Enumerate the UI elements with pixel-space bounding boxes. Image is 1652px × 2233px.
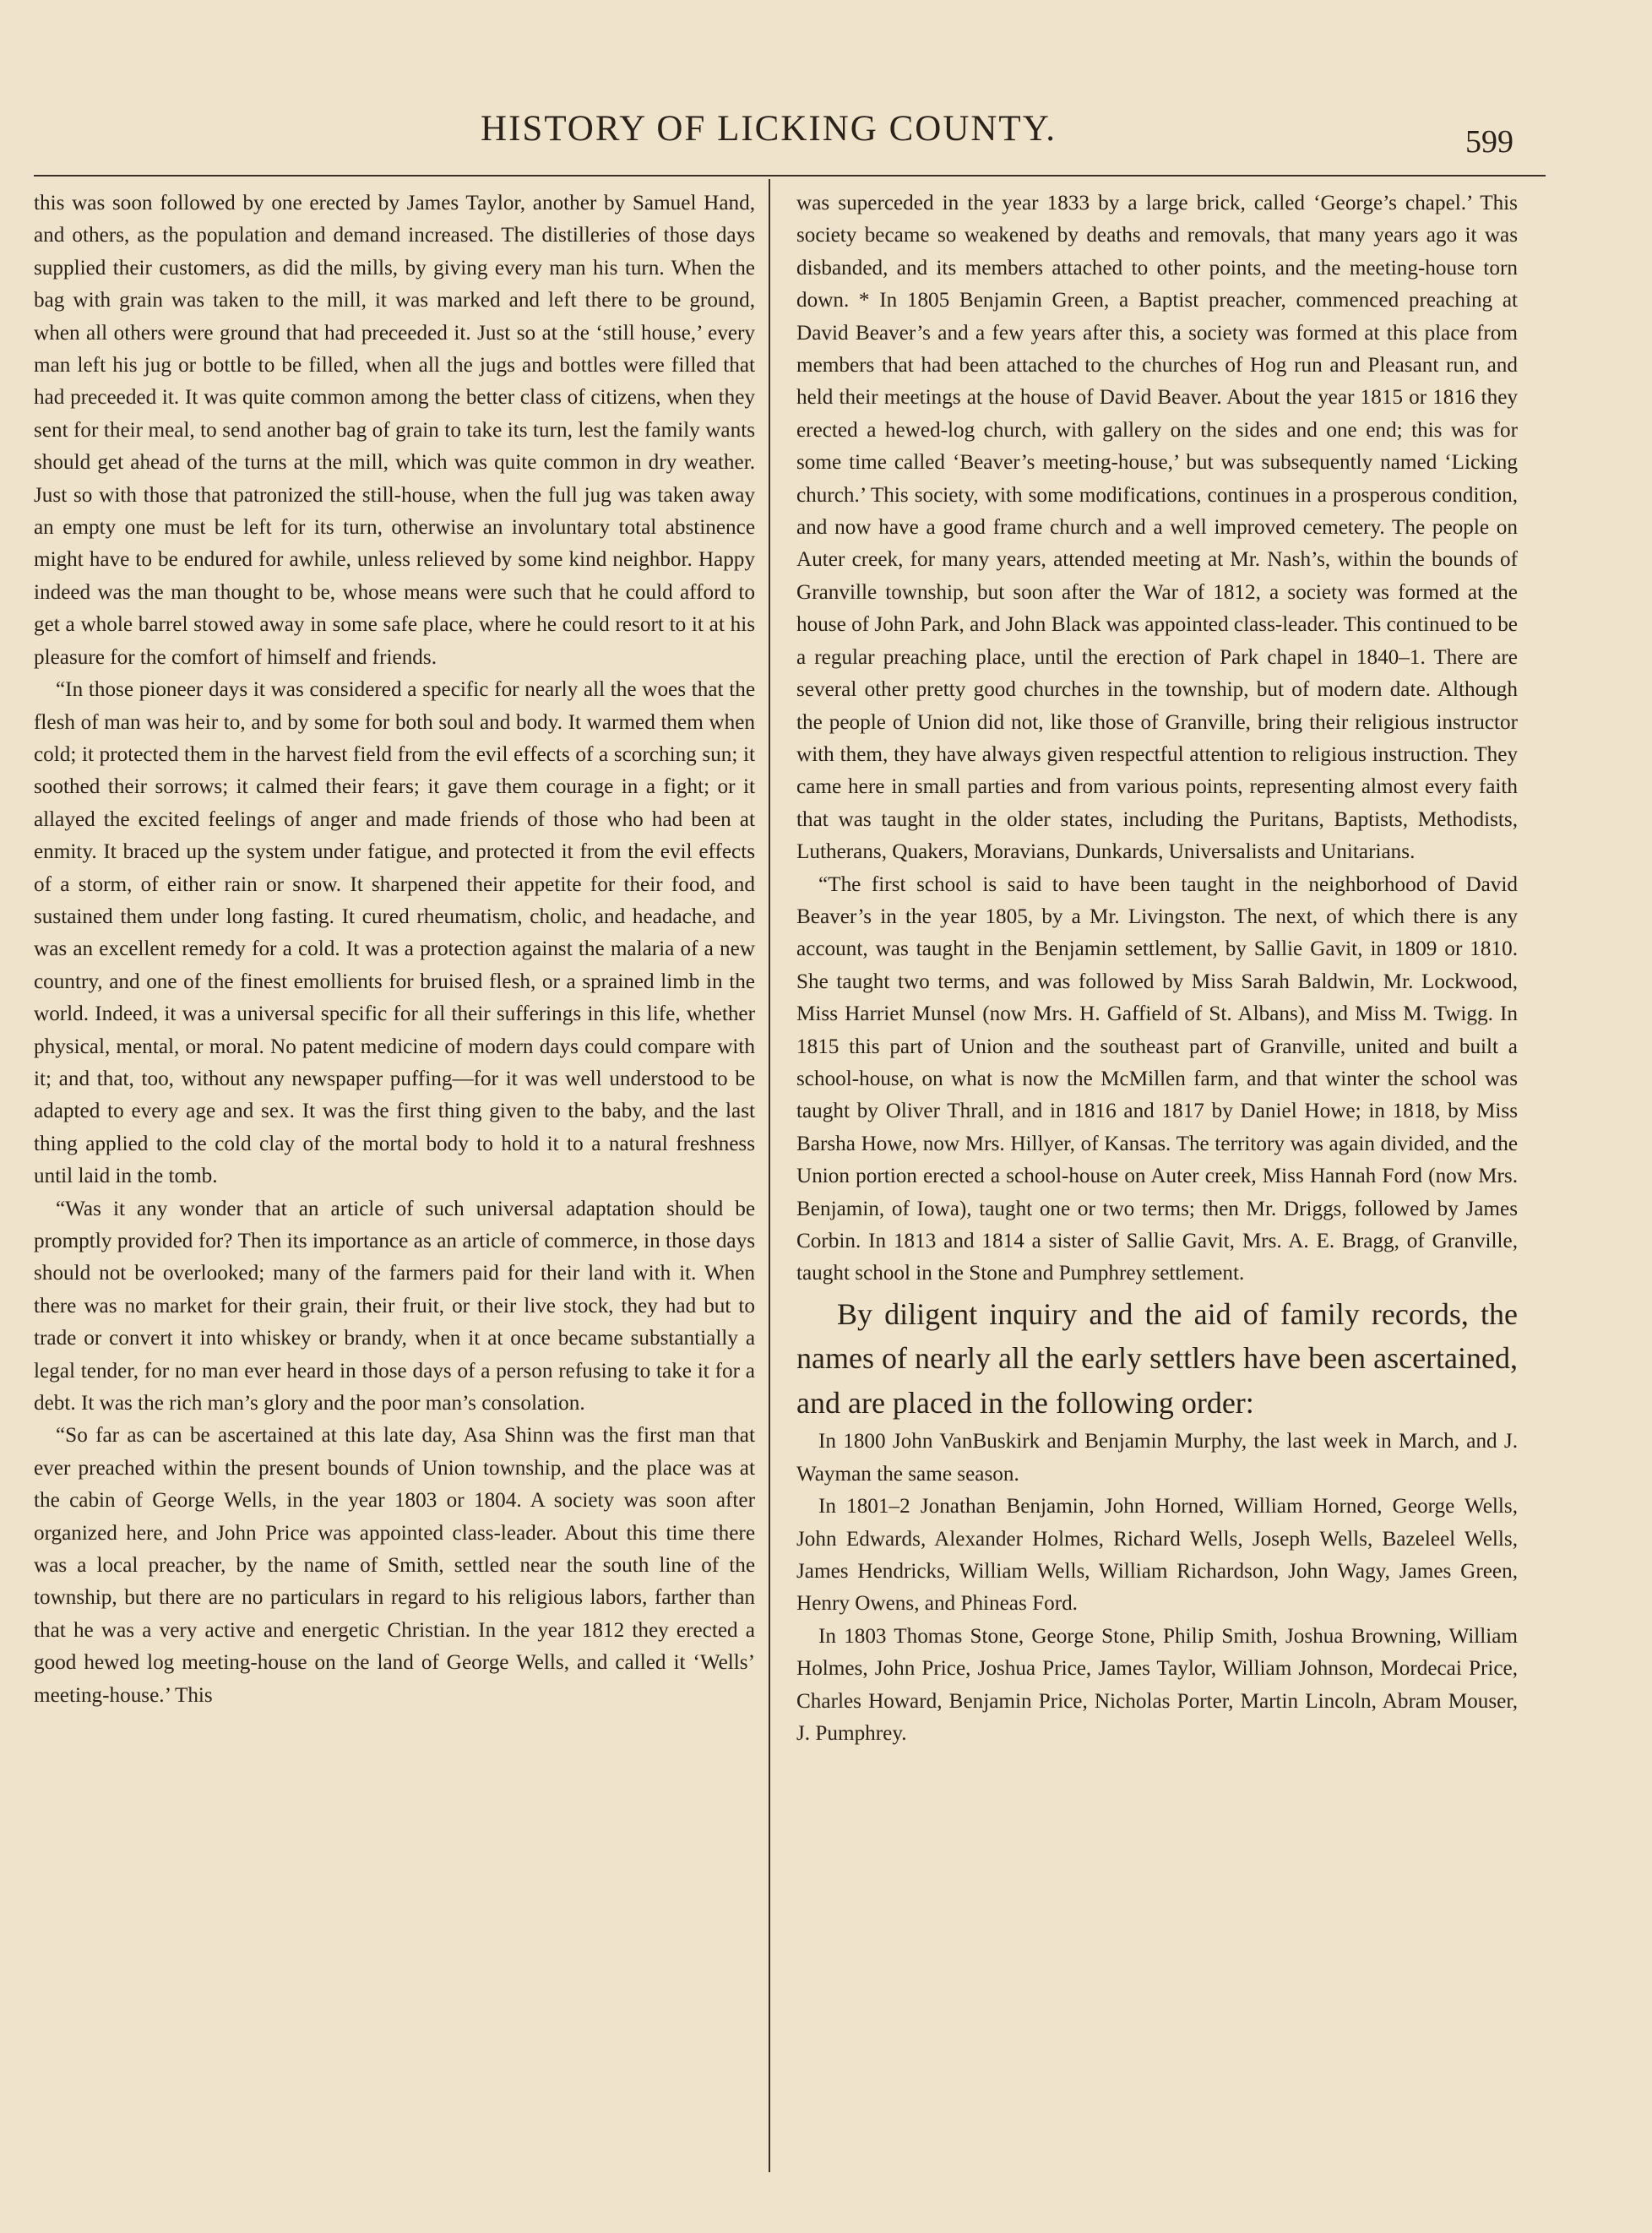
- paragraph: “In those pioneer days it was considered a specific for nearly all the woes that the flesh of man was heir to, and by some for both soul and body. It warmed them when cold; it protected them in the harvest field from the evil effects of a scorching sun; it soothed their sorrows; it calmed their fears; it gave them courage in a fight; or it allayed the excited feelings of anger and made friends of those who had been at enmity. It braced up the system under fatigue, and protected it from the evil effects of a storm, of either rain or snow. It sharpened their appetite for their food, and sustained them under long fasting. It cured rheumatism, cholic, and headache, and was an excellent remedy for a cold. It was a protection against the malaria of a new country, and one of the finest emollients for bruised flesh, or a sprained limb in the world. Indeed, it was a universal specific for all their sufferings in this life, whether physical, mental, or moral. No patent medicine of modern days could compare with it; and that, too, without any newspaper puffing—for it was well understood to be adapted to every age and sex. It was the first thing given to the baby, and the last thing applied to the cold clay of the mortal body to hold it to a natural freshness until laid in the tomb.: [34, 678, 755, 1188]
- paragraph: In 1803 Thomas Stone, George Stone, Philip Smith, Joshua Browning, William Holmes, John Price, Joshua Price, James Taylor, William Johnson, Mordecai Price, Charles Howard, Benjamin Price, Nicholas Porter, Martin Lincoln, Abram Mouser, J. Pumphrey.: [796, 1624, 1518, 1745]
- paragraph: “Was it any wonder that an article of such universal adaptation should be promptly provided for? Then its importance as an article of commerce, in those days should not be overlooked; many of the farmers paid for their land with it. When there was no market for their grain, their fruit, or their live stock, they had but to trade or convert it into whiskey or brandy, when it at once became substantially a legal tender, for no man ever heard in those days of a person refusing to take it for a debt. It was the rich man’s glory and the poor man’s consolation.: [34, 1197, 755, 1415]
- paragraph: In 1800 John VanBuskirk and Benjamin Murphy, the last week in March, and J. Wayman the same season.: [796, 1430, 1518, 1486]
- page-number: 599: [1465, 124, 1513, 160]
- paragraph: this was soon followed by one erected by James Taylor, another by Samuel Hand, and others, as the population and demand increased. The distilleries of those days supplied their customers, as did the mills, by giving every man his turn. When the bag with grain was taken to the mill, it was marked and left there to be ground, when all others were ground that had preceeded it. Just so at the ‘still house,’ every man left his jug or bottle to be filled, when all the jugs and bottles were filled that had preceeded it. It was quite common among the better class of citizens, when they sent for their meal, to send another bag of grain to take its turn, lest the family wants should get ahead of the turns at the mill, which was quite common in dry weather. Just so with those that patronized the still-house, when the full jug was taken away an empty one must be left for its turn, otherwise an involuntary total abstinence might have to be endured for awhile, unless relieved by some kind neighbor. Happy indeed was the man thought to be, whose means were such that he could afford to get a whole barrel stowed away in some safe place, where he could resort to it at his pleasure for the comfort of himself and friends.: [34, 192, 755, 669]
- header-rule: [34, 175, 1546, 177]
- paragraph: “The first school is said to have been taught in the neighborhood of David Beaver’s in the year 1805, by a Mr. Livingston. The next, of which there is any account, was taught in the Benjamin settlement, by Sallie Gavit, in 1809 or 1810. She taught two terms, and was followed by Miss Sarah Baldwin, Mr. Lockwood, Miss Harriet Munsel (now Mrs. H. Gaffield of St. Albans), and Miss M. Twigg. In 1815 this part of Union and the southeast part of Granville, united and built a school-house, on what is now the McMillen farm, and that winter the school was taught by Oliver Thrall, and in 1816 and 1817 by Daniel Howe; in 1818, by Miss Barsha Howe, now Mrs. Hillyer, of Kansas. The territory was again divided, and the Union portion erected a school-house on Auter creek, Miss Hannah Ford (now Mrs. Benjamin, of Iowa), taught one or two terms; then Mr. Driggs, followed by James Corbin. In 1813 and 1814 a sister of Sallie Gavit, Mrs. A. E. Bragg, of Granville, taught school in the Stone and Pumphrey settlement.: [796, 872, 1518, 1285]
- column-divider: [769, 179, 770, 2172]
- lead-paragraph: By diligent inquiry and the aid of family records, the names of nearly all the early settlers have been ascertained, and are placed in the following order:: [796, 1296, 1518, 1420]
- paragraph: In 1801–2 Jonathan Benjamin, John Horned, William Horned, George Wells, John Edwards, Alexander Holmes, Richard Wells, Joseph Wells, Bazeleel Wells, James Hendricks, William Wells, William Richardson, John Wagy, James Green, Henry Owens, and Phineas Ford.: [796, 1495, 1518, 1616]
- left-column: [34, 187, 755, 1712]
- paragraph: “So far as can be ascertained at this late day, Asa Shinn was the first man that ever preached within the present bounds of Union township, and the place was at the cabin of George Wells, in the year 1803 or 1804. A society was soon after organized here, and John Price was appointed class-leader. About this time there was a local preacher, by the name of Smith, settled near the south line of the township, but there are no particulars in regard to his religious labors, farther than that he was a very active and energetic Christian. In the year 1812 they erected a good hewed log meeting-house on the land of George Wells, and called it ‘Wells’ meeting-house.’ This: [34, 1424, 755, 1707]
- paragraph: was superceded in the year 1833 by a large brick, called ‘George’s chapel.’ This society became so weakened by deaths and removals, that many years ago it was disbanded, and its members attached to other points, and the meeting-house torn down. * In 1805 Benjamin Green, a Baptist preacher, commenced preaching at David Beaver’s and a few years after this, a society was formed at this place from members that had been attached to the churches of Hog run and Pleasant run, and held their meetings at the house of David Beaver. About the year 1815 or 1816 they erected a hewed-log church, with gallery on the sides and one end; this was for some time called ‘Beaver’s meeting-house,’ but was subsequently named ‘Licking church.’ This society, with some modifications, continues in a prosperous condition, and now have a good frame church and a well improved cemetery. The people on Auter creek, for many years, attended meeting at Mr. Nash’s, within the bounds of Granville township, but soon after the War of 1812, a society was formed at the house of John Park, and John Black was appointed class-leader. This continued to be a regular preaching place, until the erection of Park chapel in 1840–1. There are several other pretty good churches in the township, but of modern date. Although the people of Union did not, like those of Granville, bring their religious instructor with them, they have always given respectful attention to religious instruction. They came here in small parties and from various points, representing almost every faith that was taught in the older states, including the Puritans, Baptists, Methodists, Lutherans, Quakers, Moravians, Dunkards, Universalists and Unitarians.: [796, 192, 1518, 864]
- running-head: HISTORY OF LICKING COUNTY.: [481, 109, 1057, 149]
- right-column: [796, 187, 1518, 1750]
